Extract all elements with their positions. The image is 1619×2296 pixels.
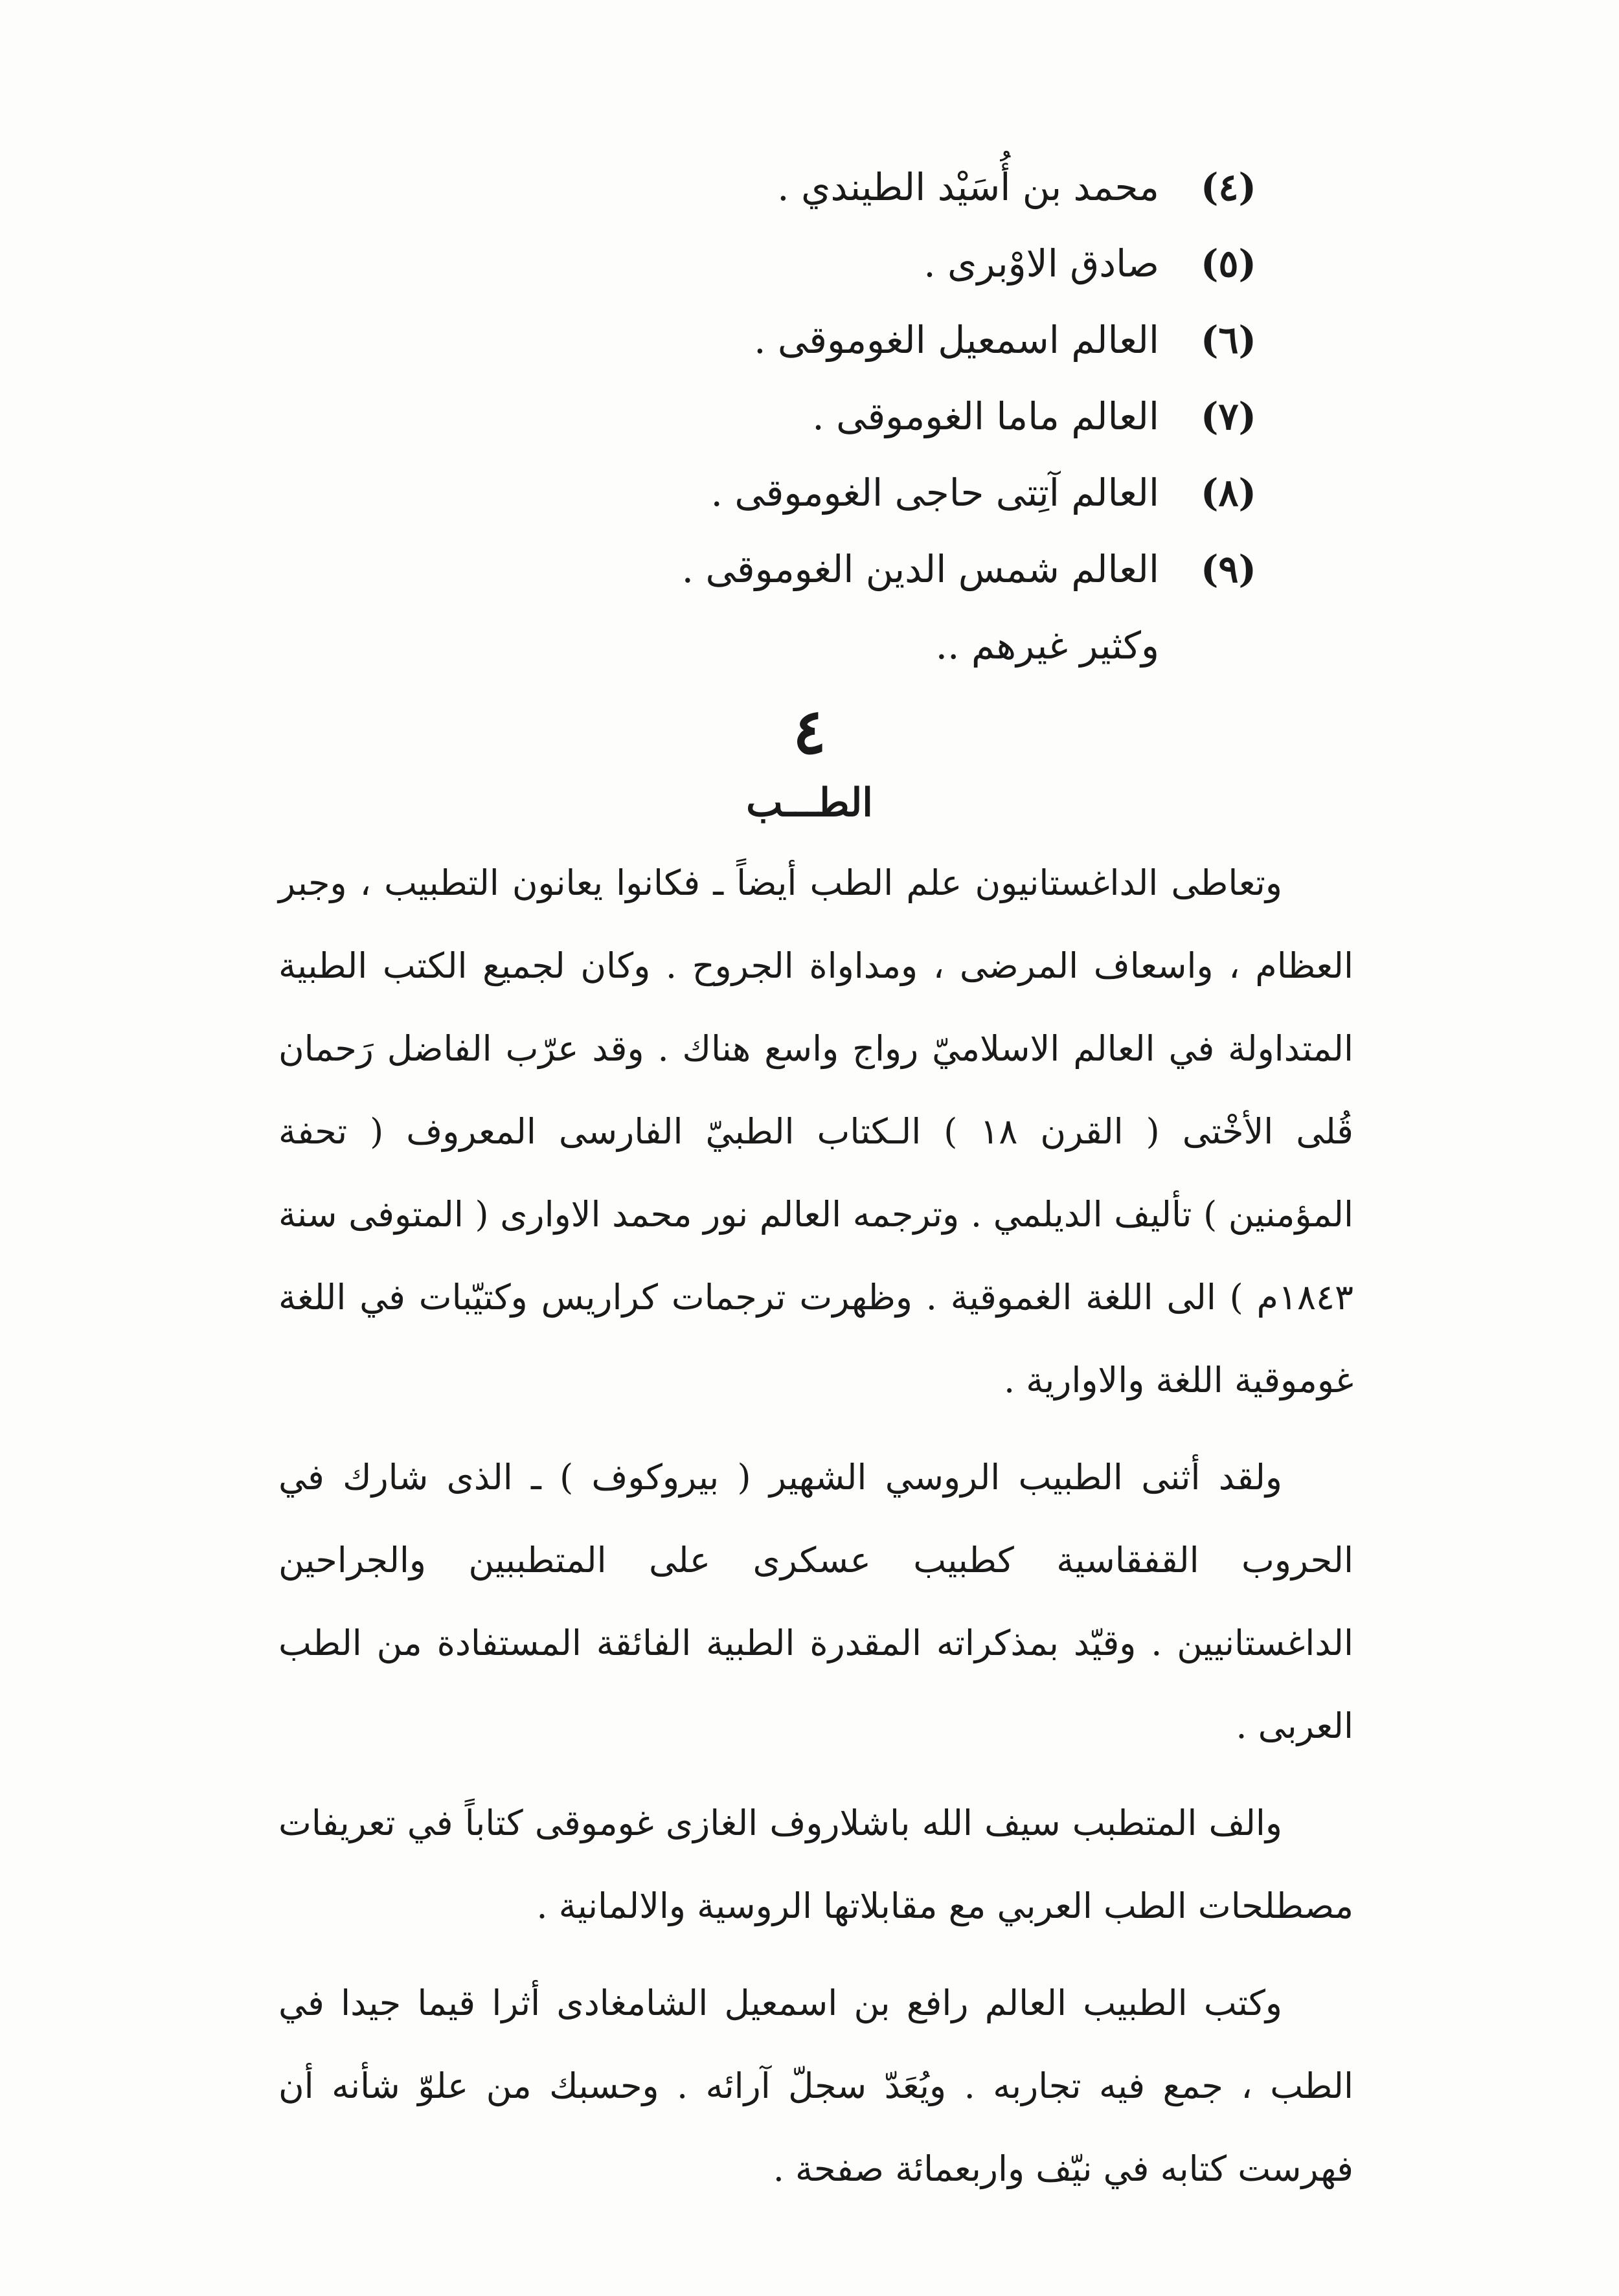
list-item bbox=[285, 302, 1256, 378]
list-item-number: (٩) bbox=[1200, 547, 1256, 591]
list-item-text: العالم آتِتى حاجى الغوموقى . bbox=[710, 471, 1159, 515]
list-item bbox=[285, 455, 1256, 531]
list-tail-text: وكثير غيرهم .. bbox=[935, 624, 1159, 668]
list-item-text: العالم اسمعيل الغوموقى . bbox=[754, 318, 1159, 362]
list-item bbox=[285, 225, 1256, 302]
list-item-number: (٧) bbox=[1200, 394, 1256, 438]
scholars-list bbox=[285, 149, 1256, 684]
list-item-number: (٦) bbox=[1200, 318, 1256, 362]
list-item-number: (٤) bbox=[1200, 165, 1256, 209]
paragraph: وكتب الطبيب العالم رافع بن اسمعيل الشامغادى أثرا قيما جيدا في الطب ، جمع فيه تجاربه . ويُعَدّ سجلّ آرائه . وحسبك من علوّ شأنه أن فهرست كتابه في نيّف واربعمائة صفحة . bbox=[278, 1983, 1353, 2189]
list-item bbox=[285, 531, 1256, 607]
paragraph: وتعاطى الداغستانيون علم الطب أيضاً ـ فكانوا يعانون التطبيب ، وجبر العظام ، واسعاف المرضى ، ومداواة الجروح . وكان لجميع الكتب الطبية المتداولة في العالم الاسلاميّ رواج واسع هناك . وقد عرّب الفاضل رَحمان قُلى الأخْتى ( القرن ١٨ ) الـكتاب الطبيّ الفارسى المعروف ( تحفة المؤمنين ) تأليف الديلمي . وترجمه العالم نور محمد الاوارى ( المتوفى سنة ١٨٤٣م ) الى اللغة الغموقية . وظهرت ترجمات كراريس وكتيّبات في اللغة غوموقية اللغة والاوارية . bbox=[278, 862, 1353, 1401]
list-item-text: العالم شمس الدين الغوموقى . bbox=[681, 547, 1159, 591]
paragraph: والف المتطبب سيف الله باشلاروف الغازى غوموقى كتاباً في تعريفات مصطلحات الطب العربي مع مقابلاتها الروسية والالمانية . bbox=[278, 1803, 1353, 1926]
list-item-text: العالم ماما الغوموقى . bbox=[812, 394, 1159, 438]
section-number: ٤ bbox=[793, 695, 826, 768]
list-item-text: محمد بن أُسَيْد الطيندي . bbox=[777, 165, 1159, 209]
list-item bbox=[285, 378, 1256, 455]
paragraph: ولقد أثنى الطبيب الروسي الشهير ( بيروكوف ) ـ الذى شارك في الحروب القفقاسية كطبيب عسكرى على المتطببين والجراحين الداغستانيين . وقيّد بمذكراته المقدرة الطبية الفائقة المستفادة من الطب العربى . bbox=[278, 1457, 1353, 1746]
list-tail bbox=[285, 607, 1256, 684]
section-title: الطـــب bbox=[746, 780, 873, 826]
list-item bbox=[285, 149, 1256, 225]
list-item-text: صادق الاوْبرى . bbox=[923, 242, 1159, 286]
list-item-number: (٨) bbox=[1200, 471, 1256, 515]
list-item-number: (٥) bbox=[1200, 242, 1256, 286]
body-text bbox=[278, 842, 1353, 2225]
